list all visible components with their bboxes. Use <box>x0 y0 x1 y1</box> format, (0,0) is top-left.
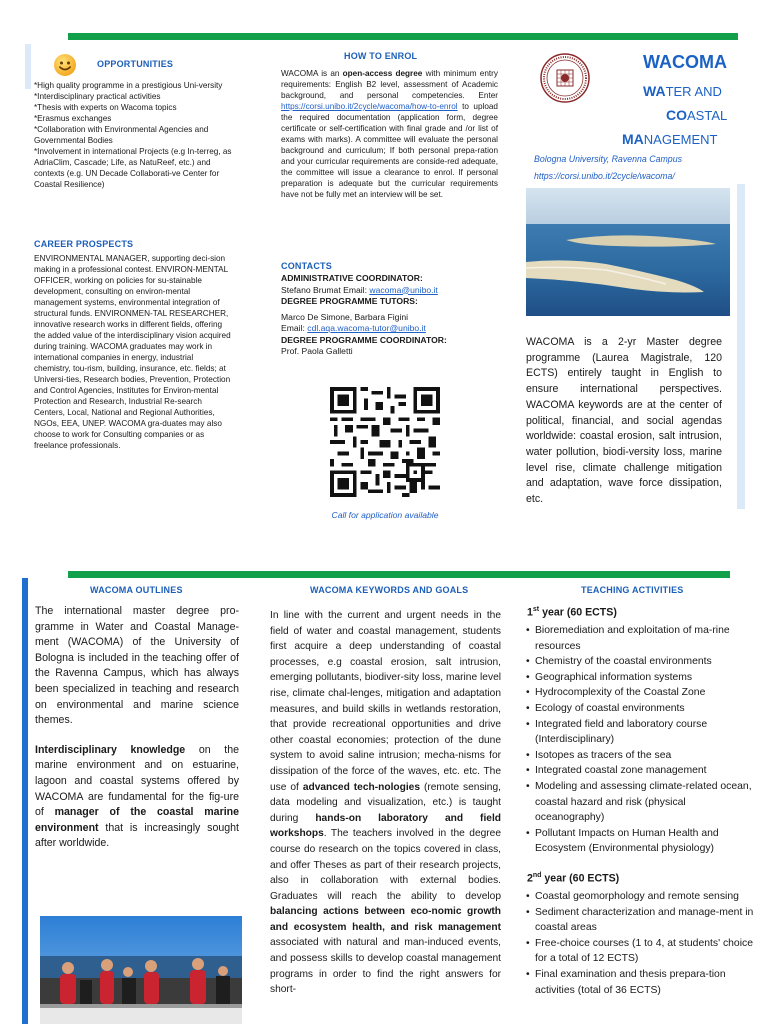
career-text: ENVIRONMENTAL MANAGER, supporting deci-sion making in a professional contest. ENVIRON-MENTAL OFFICER, working on policies for su-stainable development, consulting on environ-mental management systems, environmental integration of structural funds. ENVIRONMEN-TAL RESEARCHER, innovative research works in different fields, offering the added value of the interdisciplinary vision acquired during training. WACOMA graduates may work in international companies in energy, industrial chemistry, tou-rism, building, insurance, etc. fields; at Universi-ties, Research bodies, Prevention, Protection and Control Agencies, Institutes for Environ-mental Protection and Research, Industrial Re-search Centers, Local, National and Regional Authorities, NGOs, EEA, UNEP. WACOMA gra-duates may also choose to work for Consulting companies or as freelance professionals. <box>34 254 231 450</box>
keywords-text-2: (remote sensing, data modeling and visualization, etc.) is taught during <box>270 781 501 824</box>
course-item: • Free-choice courses (1 to 4, at students' choice for a total of 12 ECTS) <box>526 936 754 967</box>
left-blue-bar <box>22 578 28 1024</box>
coord-label: DEGREE PROGRAMME COORDINATOR <box>281 334 444 345</box>
opportunity-item: *Interdisciplinary practical activities <box>34 92 161 101</box>
course-item: • Hydrocomplexity of the Coastal Zone <box>526 685 754 701</box>
campus-text: Bologna University, Ravenna Campus <box>534 154 682 164</box>
year2-sup: nd <box>532 872 542 879</box>
admin-name: Stefano Brumat Email: <box>281 284 367 295</box>
contacts-block: ADMINISTRATIVE COORDINATOR: Stefano Brumat Email: wacoma@unibo.it DEGREE PROGRAMME TUTORS: Marco De Simone, Barbara Figini Email: cdl.aqa.wacoma-tutor@unibo.it DEGREE PROGRAMME COORDINATOR: Prof. Paola Galletti <box>281 273 501 358</box>
course-item: • Integrated field and laboratory course (Interdisciplinary) <box>526 717 754 748</box>
middle-green-bar <box>68 571 730 578</box>
course-item: • Modeling and assessing climate-related ocean, coastal hazard and risk (physical oceanography) <box>526 779 754 826</box>
enrol-text-a: WACOMA is an <box>281 69 340 78</box>
qr-code[interactable] <box>330 386 440 498</box>
coastal-aerial-photo <box>526 188 730 316</box>
outlines-paragraph-1: The international master degree pro-gramme in Water and Coastal Manage-ment (WACOMA) of the University of Bologna is included in the teaching offer of the Ravenna Campus, which has always been specialized in teaching and research on environmental and marine science themes. <box>35 605 239 727</box>
brand-line-water-b: TER AND <box>665 84 722 99</box>
course-item: • Bioremediation and exploitation of ma-rine resources <box>526 623 754 654</box>
brand-line-management-a: MA <box>622 131 644 147</box>
course-item: • Geographical information systems <box>526 670 754 686</box>
year1-sup: st <box>532 606 540 613</box>
enrol-text <box>281 68 498 200</box>
enrol-open-access: open-access degree <box>342 69 423 78</box>
keywords-text-4: associated with natural and man-induced events, and possess skills to develop coastal management programs in order to find the right answers for short- <box>270 937 501 996</box>
admin-label: ADMINISTRATIVE COORDINATOR <box>281 273 420 283</box>
opportunity-item: *Thesis with experts on Wacoma topics <box>34 103 177 112</box>
opportunity-item: *High quality programme in a prestigious Uni-versity <box>34 81 223 90</box>
course-item: • Isotopes as tracers of the sea <box>526 748 754 764</box>
tutors-email-link[interactable]: cdl.aqa.wacoma-tutor@unibo.it <box>307 323 426 333</box>
admin-email-link[interactable]: wacoma@unibo.it <box>369 284 438 295</box>
brand-url[interactable]: https://corsi.unibo.it/2cycle/wacoma/ <box>534 171 675 181</box>
outlines-text <box>35 604 239 866</box>
course-item: • Coastal geomorphology and remote sensing <box>526 889 754 905</box>
tutors-email-label: Email: <box>281 323 305 333</box>
keywords-bold-2: hands-on laboratory and field workshops <box>270 812 501 840</box>
opportunities-list <box>34 80 232 190</box>
brand-description: WACOMA is a 2-yr Master degree programme (Laurea Magistrale, 120 ECTS) entirely taught in English to ensure international perspectives. WACOMA keywords are at the center of political, financial, and social agendas worldwide: coastal erosion, salt intrusion, water pollution, biodi-versity loss, marine level rise, climate challenge mitigation and adaptation, wave force dissipation, etc. <box>526 336 722 506</box>
left-side-bar <box>25 44 31 89</box>
qr-caption: Call for application available <box>331 510 439 520</box>
enrol-text-b: with minimum entry requirements: English B2 level, assessment of Academic background, and personal competencies. Enter <box>281 69 498 100</box>
brand-title: WACOMA <box>643 52 727 72</box>
brand-line-management <box>622 131 717 147</box>
tutors-names: Marco De Simone, Barbara Figini <box>281 311 409 322</box>
keywords-title: WACOMA KEYWORDS AND GOALS <box>310 585 469 595</box>
teaching-year2-heading <box>527 872 619 885</box>
outlines-text-b: that is increasingly sought after worldwide. <box>35 821 239 850</box>
opportunities-title: OPPORTUNITIES <box>97 59 174 69</box>
contacts-title: CONTACTS <box>281 261 332 271</box>
enrol-link[interactable]: https://corsi.unibo.it/2cycle/wacoma/how-to-enrol <box>281 102 458 111</box>
year2-rest: year (60 ECTS) <box>541 872 620 885</box>
keywords-text-3: . The teachers involved in the degree course do research on the topics covered in class, and offer Theses as part of their research projects, also in collaboration with external bodies. Graduates will reach the ability to develop <box>270 828 501 902</box>
coord-name: Prof. Paola Galletti <box>281 346 353 356</box>
brand-line-management-b: NAGEMENT <box>643 132 718 147</box>
keywords-text <box>270 608 501 998</box>
university-seal-logo <box>540 53 590 103</box>
brand-line-water <box>643 83 722 99</box>
top-green-bar <box>68 33 738 40</box>
year2-course-list <box>518 889 754 998</box>
keywords-bold-3: balancing actions between eco-nomic growth and ecosystem health, and risk management <box>270 906 501 933</box>
students-boat-photo <box>40 916 242 1024</box>
year1-course-list <box>518 623 754 857</box>
opportunity-item: *Involvement in international Projects (e.g In-terreg, as AdriaClim, Cascade; Life, as NatuReef, etc.) and contexts (e.g. UN Decade Collaborati-ve Center for Coastal Resilience) <box>34 147 232 189</box>
keywords-bold-1: advanced tech-nologies <box>302 781 421 793</box>
course-item: • Sediment characterization and manage-ment in coastal areas <box>526 905 754 936</box>
course-item: • Integrated coastal zone management <box>526 763 754 779</box>
brand-line-coastal <box>666 107 727 123</box>
outlines-text-a: on the marine environment and on estuarine, lagoon and coastal systems offered by WACOMA are fundamental for the fig-ure of <box>35 743 239 819</box>
enrol-title: HOW TO ENROL <box>344 51 418 61</box>
teaching-year1-heading <box>527 606 617 619</box>
enrol-text-c: to upload the required documentation (application form, degree certificate or self-certification with final grade and /or list of exams with marks). A committee will evaluate the personal background and curriculum; If both personal prepa-ration and your curricular requirements are conside-red adequate, the committee will issue a clearance to enrol. If personal preparation is adequate but the curricular requirements have not be fully met an interview will be set. <box>281 102 498 199</box>
keywords-text-1: In line with the current and urgent needs in the field of water and coastal management, students first acquire a deep understanding of coastal processes, e.g coastal erosion, salt intrusion, emerging pollutants, biodiver-sity loss, marine level rise, climate chal-lenges, mitigation and adaptation measures, and build skills in wetlands restoration, that provide recreational opportunities and drive other coastal economies; protection of the dune system to avoid saline intrusion; mecha-nisms for dissipation of the force of the waves, etc. etc. The use of <box>270 610 501 793</box>
outlines-title: WACOMA OUTLINES <box>90 585 183 595</box>
course-item: • Ecology of coastal environments <box>526 701 754 717</box>
brand-line-coastal-b: ASTAL <box>687 108 728 123</box>
year2-number: 2 <box>527 872 533 885</box>
tutors-label: DEGREE PROGRAMME TUTORS <box>281 296 416 306</box>
right-side-bar <box>737 184 745 509</box>
course-item: • Pollutant Impacts on Human Health and Ecosystem (Environmental physiology) <box>526 826 754 857</box>
outlines-bold-2: manager of the coastal marine environment <box>35 806 239 834</box>
outlines-bold-1: Interdisciplinary knowledge <box>35 743 186 756</box>
outlines-paragraph-2 <box>35 743 239 852</box>
brand-line-coastal-a: CO <box>666 107 687 123</box>
year1-rest: year (60 ECTS) <box>539 606 617 619</box>
career-title: CAREER PROSPECTS <box>34 239 134 249</box>
course-item: • Chemistry of the coastal environments <box>526 654 754 670</box>
opportunity-item: *Erasmus exchanges <box>34 114 112 123</box>
smiley-icon <box>53 53 77 77</box>
course-item: • Final examination and thesis prepara-tion activities (total of 36 ECTS) <box>526 967 754 998</box>
opportunity-item: *Collaboration with Environmental Agencies and Governmental Bodies <box>34 125 209 145</box>
brand-line-water-a: WA <box>643 83 666 99</box>
teaching-title: TEACHING ACTIVITIES <box>581 585 684 595</box>
year1-number: 1 <box>527 606 533 619</box>
